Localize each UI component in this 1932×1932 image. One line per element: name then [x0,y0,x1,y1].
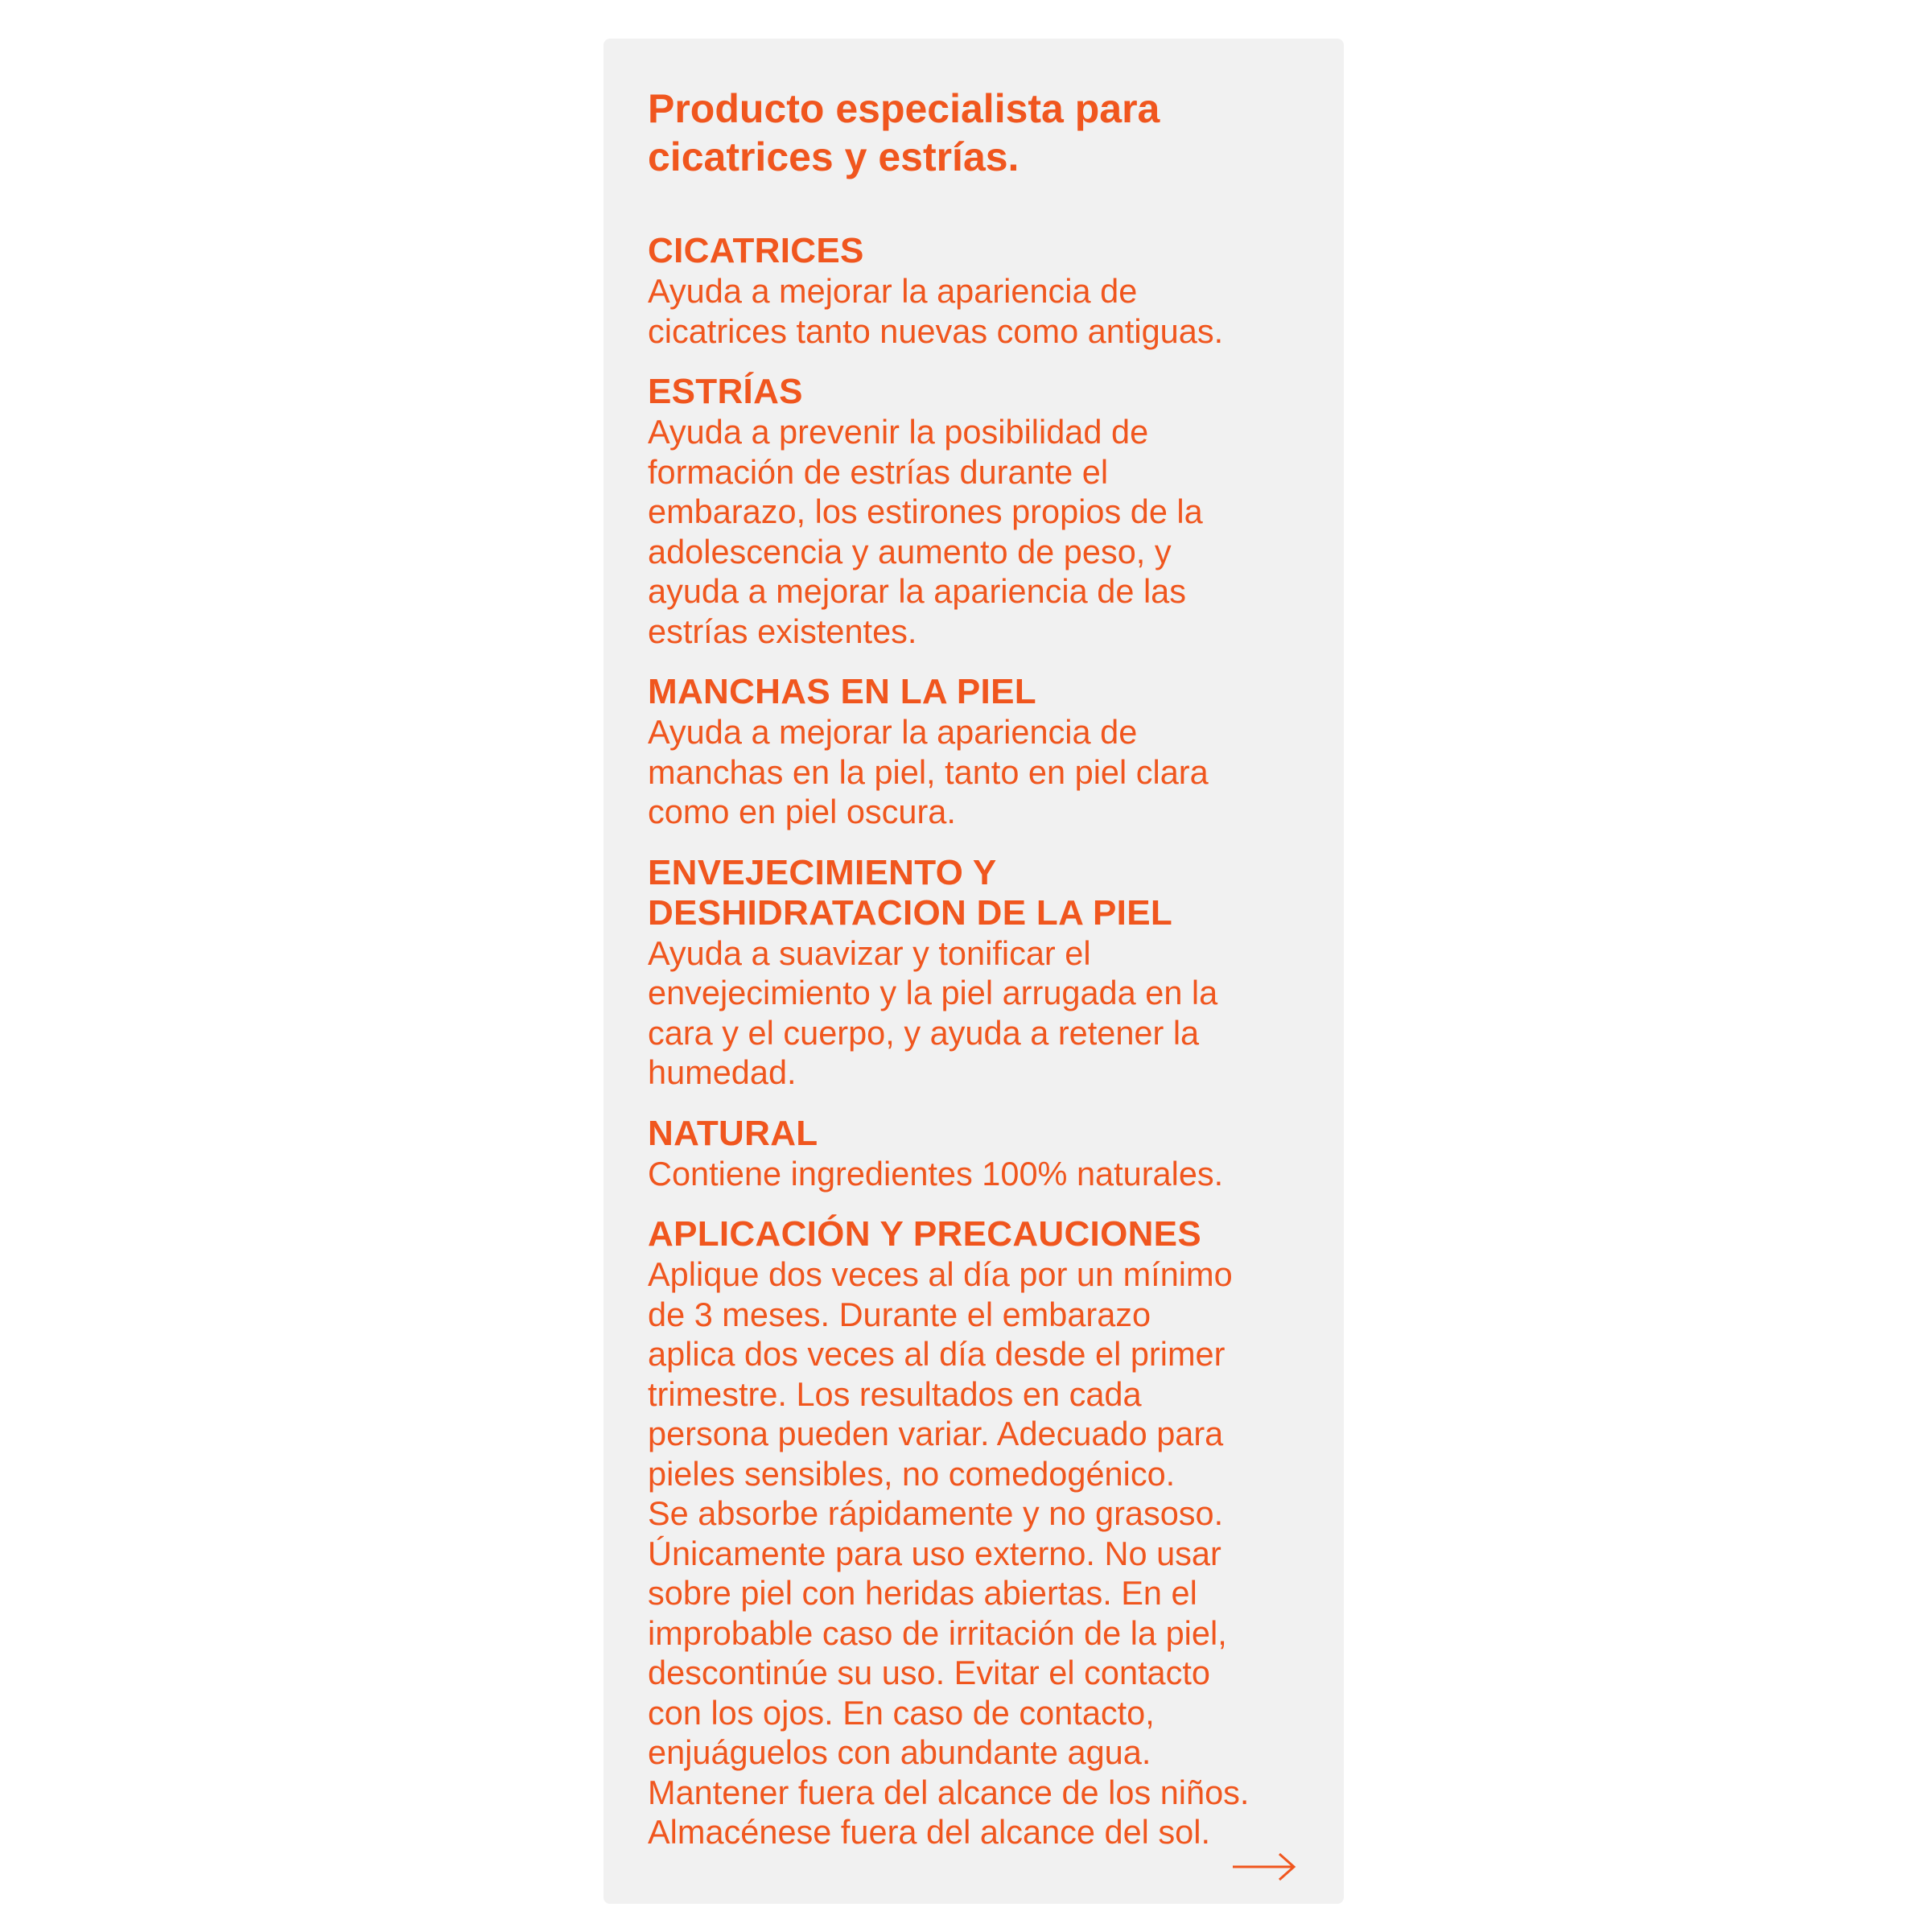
arrow-right-icon [1231,1851,1297,1883]
section-heading: APLICACIÓN Y PRECAUCIONES [648,1214,1201,1254]
section-natural [648,1114,1324,1194]
section-envejecimiento [648,853,1324,1093]
section-body: Aplique dos veces al día por un mínimo de 3 meses. Durante el embarazo aplica dos veces al día desde el primer trimestre. Los resultados en cada persona pueden variar. Adecuado para pieles sensibles, no comedogénico. Se absorbe rápidamente y no grasoso. Únicamente para uso externo. No usar sobre piel con heridas abiertas. En el improbable caso de irritación de la piel, descontinúe su uso. Evitar el contacto con los ojos. En caso de contacto, enjuáguelos con abundante agua. Mantener fuera del alcance de los niños. Almacénese fuera del alcance del sol. [648,1255,1250,1851]
section-heading: ESTRÍAS [648,372,803,411]
section-heading: ENVEJECIMIENTO Y DESHIDRATACION DE LA PIEL [648,852,1173,933]
section-cicatrices [648,231,1324,351]
section-body: Contiene ingredientes 100% naturales. [648,1154,1224,1193]
section-body: Ayuda a mejorar la apariencia de cicatrices tanto nuevas como antiguas. [648,272,1224,350]
section-heading: NATURAL [648,1113,818,1153]
section-heading: CICATRICES [648,231,864,270]
section-estrias [648,372,1324,651]
section-body: Ayuda a prevenir la posibilidad de formación de estrías durante el embarazo, los estirones propios de la adolescencia y aumento de peso, y ayuda a mejorar la apariencia de las estrías existentes. [648,413,1203,650]
section-body: Ayuda a mejorar la apariencia de manchas en la piel, tanto en piel clara como en piel oscura. [648,713,1209,830]
section-manchas [648,672,1324,832]
section-heading: MANCHAS EN LA PIEL [648,672,1036,711]
intro-title: Producto especialista para cicatrices y estrías. [648,86,1160,179]
section-body: Ayuda a suavizar y tonificar el envejecimiento y la piel arrugada en la cara y el cuerpo, y ayuda a retener la humedad. [648,933,1218,1091]
label-text-block [648,84,1324,1873]
section-aplicacion [648,1214,1324,1852]
